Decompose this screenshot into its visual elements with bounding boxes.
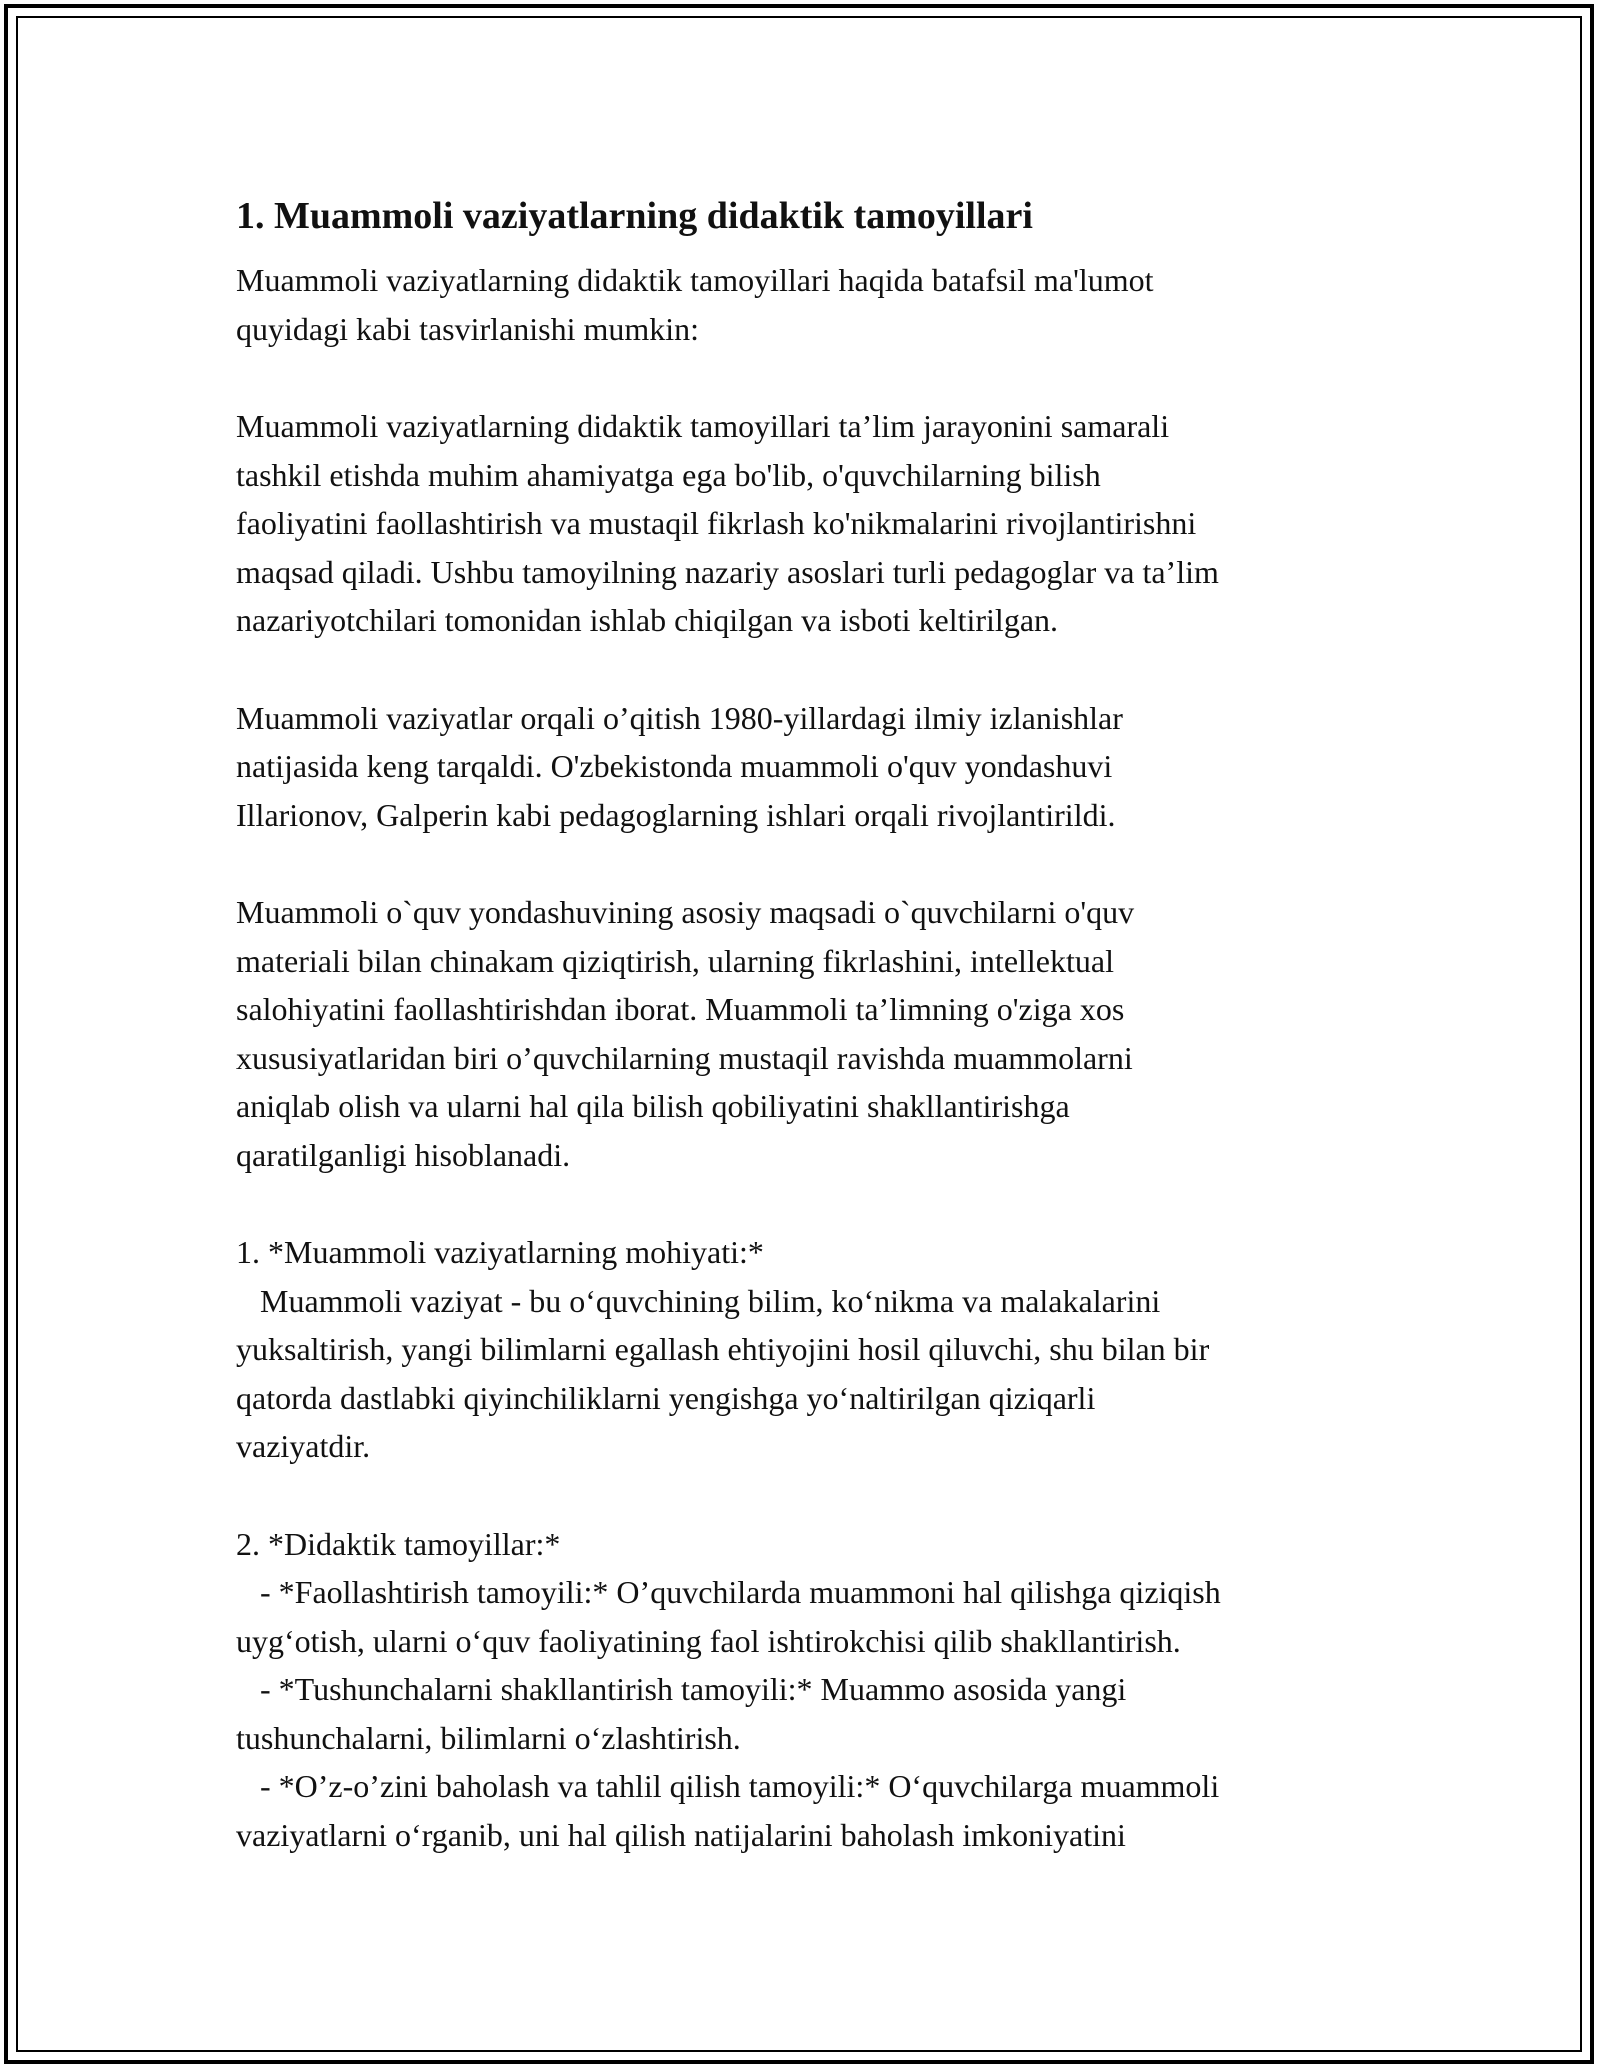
document-body — [236, 184, 1376, 1908]
text-line: vaziyatlarni o‘rganib, uni hal qilish natijalarini baholash imkoniyatini — [236, 1816, 1126, 1853]
paragraph — [236, 256, 1376, 353]
text-line: 2. *Didaktik tamoyillar:* — [236, 1525, 561, 1562]
text-line: 1. *Muammoli vaziyatlarning mohiyati:* — [236, 1234, 764, 1270]
text-line: faoliyatini faollashtirish va mustaqil fikrlash ko'nikmalarini rivojlantirishni — [236, 505, 1197, 541]
text-line: tashkil etishda muhim ahamiyatga ega bo'lib, o'quvchilarning bilish — [236, 456, 1101, 493]
text-line: salohiyatini faollashtirishdan iborat. Muammoli ta’limning o'ziga xos — [236, 991, 1125, 1027]
text-line: qaratilganligi hisoblanadi. — [236, 1136, 571, 1173]
text-line: Muammoli vaziyatlarning didaktik tamoyillari ta’lim jarayonini samarali — [236, 408, 1170, 444]
paragraph — [236, 1520, 1376, 1860]
text-line: tushunchalarni, bilimlarni o‘zlashtirish. — [236, 1719, 741, 1756]
text-line: Muammoli vaziyatlarning didaktik tamoyillari haqida batafsil ma'lumot — [236, 262, 1154, 298]
paragraph — [236, 1228, 1376, 1471]
text-line: uyg‘otish, ularni o‘quv faoliyatining faol ishtirokchisi qilib shakllantirish. — [236, 1622, 1181, 1659]
text-line: materiali bilan chinakam qiziqtirish, ularning fikrlashini, intellektual — [236, 942, 1114, 979]
text-line: yuksaltirish, yangi bilimlarni egallash ehtiyojini hosil qiluvchi, shu bilan bir — [236, 1331, 1210, 1367]
text-line: natijasida keng tarqaldi. O'zbekistonda muammoli o'quv yondashuvi — [236, 748, 1113, 784]
text-line: maqsad qiladi. Ushbu tamoyilning nazariy asoslari turli pedagoglar va ta’lim — [236, 553, 1219, 590]
text-line: vaziyatdir. — [236, 1428, 371, 1464]
paragraph-list — [236, 256, 1376, 1859]
text-line: nazariyotchilari tomonidan ishlab chiqilgan va isboti keltirilgan. — [236, 602, 1059, 638]
document-title: 1. Muammoli vaziyatlarning didaktik tamoyillari — [236, 195, 1033, 237]
text-line: qatorda dastlabki qiyinchiliklarni yengishga yo‘naltirilgan qiziqarli — [236, 1379, 1096, 1416]
text-line: - *Tushunchalarni shakllantirish tamoyili:* Muammo asosida yangi — [236, 1671, 1127, 1707]
text-line: - *O’z-o’zini baholash va tahlil qilish tamoyili:* O‘quvchilarga muammoli — [236, 1768, 1220, 1804]
text-line: Muammoli o`quv yondashuvining asosiy maqsadi o`quvchilarni o'quv — [236, 894, 1135, 930]
text-line: - *Faollashtirish tamoyili:* O’quvchilarda muammoni hal qilishga qiziqish — [236, 1574, 1221, 1610]
text-line: Muammoli vaziyatlar orqali o’qitish 1980-yillardagi ilmiy izlanishlar — [236, 699, 1123, 736]
text-line: xususiyatlaridan biri o’quvchilarning mustaqil ravishda muammolarni — [236, 1039, 1133, 1076]
text-line: aniqlab olish va ularni hal qila bilish qobiliyatini shakllantirishga — [236, 1088, 1070, 1124]
paragraph — [236, 694, 1376, 840]
paragraph — [236, 402, 1376, 645]
text-line: Muammoli vaziyat - bu o‘quvchining bilim, ko‘nikma va malakalarini — [236, 1282, 1161, 1319]
text-line: Illarionov, Galperin kabi pedagoglarning ishlari orqali rivojlantirildi. — [236, 796, 1116, 833]
text-line: quyidagi kabi tasvirlanishi mumkin: — [236, 310, 700, 347]
paragraph — [236, 888, 1376, 1179]
